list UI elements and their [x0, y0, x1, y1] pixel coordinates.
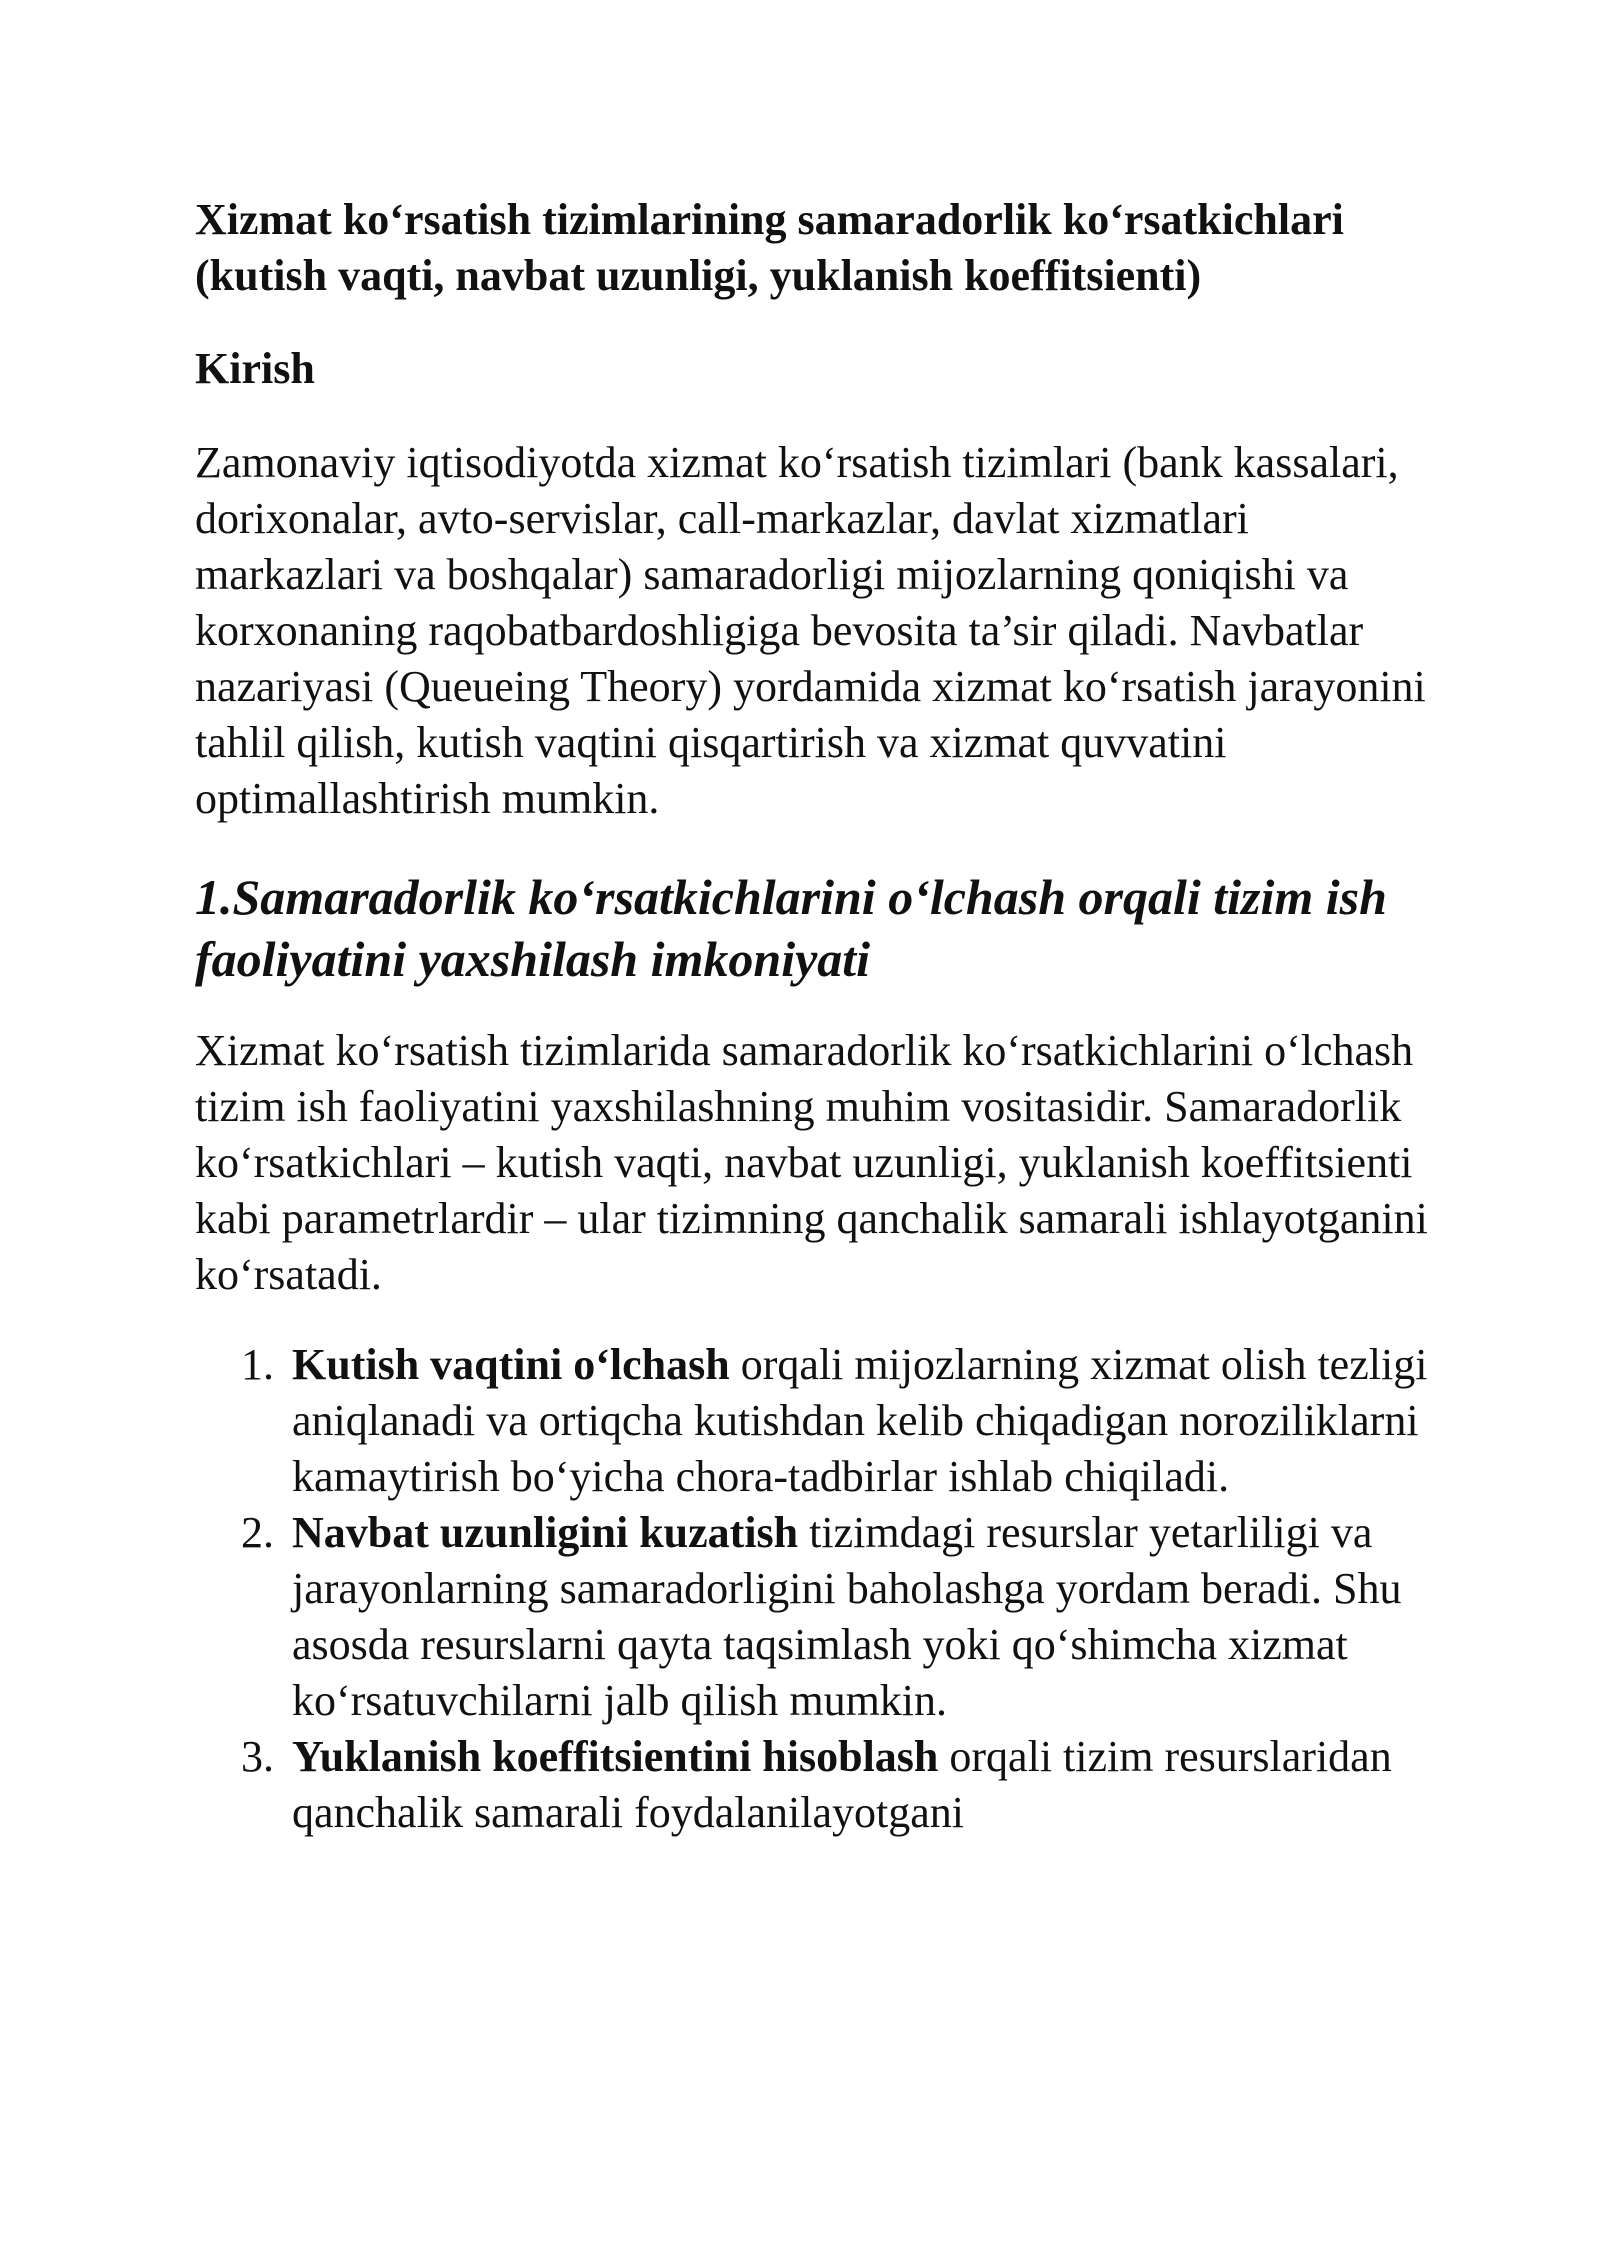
- list-item-number: 1.: [241, 1340, 274, 1389]
- list-item: [195, 1729, 1430, 1841]
- document-page: [195, 192, 1430, 1841]
- list-item-text: tizimdagi resurslar yetarliligi va jarayonlarning samaradorligini baholashga yordam beradi. Shu asosda resurslarni qayta taqsimlash yoki qo‘shimcha xizmat ko‘rsatuvchilarni jalb qilish mumkin.: [292, 1508, 1402, 1725]
- list-item-term: Kutish vaqtini o‘lchash: [292, 1340, 730, 1389]
- list-item-number: 2.: [241, 1508, 274, 1557]
- list-item-number: 3.: [241, 1732, 274, 1781]
- section-1-heading: 1.Samaradorlik ko‘rsatkichlarini o‘lchash orqali tizim ish faoliyatini yaxshilash imkoniyati: [195, 869, 1387, 987]
- list-item-text: orqali mijozlarning xizmat olish tezligi aniqlanadi va ortiqcha kutishdan kelib chiqadigan noroziliklarni kamaytirish bo‘yicha chora-tadbirlar ishlab chiqiladi.: [292, 1340, 1428, 1501]
- list-item-term: Navbat uzunligini kuzatish: [292, 1508, 799, 1557]
- document-title: Xizmat ko‘rsatish tizimlarining samaradorlik ko‘rsatkichlari (kutish vaqti, navbat uzunligi, yuklanish koeffitsienti): [195, 195, 1344, 300]
- list-item: [195, 1337, 1430, 1505]
- list-item: [195, 1505, 1430, 1729]
- intro-heading: Kirish: [195, 344, 315, 393]
- list-item-text: orqali tizim resurslaridan qanchalik samarali foydalanilayotgani: [292, 1732, 1392, 1837]
- intro-paragraph: Zamonaviy iqtisodiyotda xizmat ko‘rsatish tizimlari (bank kassalari, dorixonalar, avto-servislar, call-markazlar, davlat xizmatlari markazlari va boshqalar) samaradorligi mijozlarning qoniqishi va korxonaning raqobatbardoshligiga bevosita ta’sir qiladi. Navbatlar nazariyasi (Queueing Theory) yordamida xizmat ko‘rsatish jarayonini tahlil qilish, kutish vaqtini qisqartirish va xizmat quvvatini optimallashtirish mumkin.: [195, 438, 1426, 823]
- section-1-paragraph: Xizmat ko‘rsatish tizimlarida samaradorlik ko‘rsatkichlarini o‘lchash tizim ish faoliyatini yaxshilashning muhim vositasidir. Samaradorlik ko‘rsatkichlari – kutish vaqti, navbat uzunligi, yuklanish koeffitsienti kabi parametrlardir – ular tizimning qanchalik samarali ishlayotganini ko‘rsatadi.: [195, 1026, 1428, 1299]
- metrics-list: [195, 1337, 1430, 1841]
- list-item-term: Yuklanish koeffitsientini hisoblash: [292, 1732, 939, 1781]
